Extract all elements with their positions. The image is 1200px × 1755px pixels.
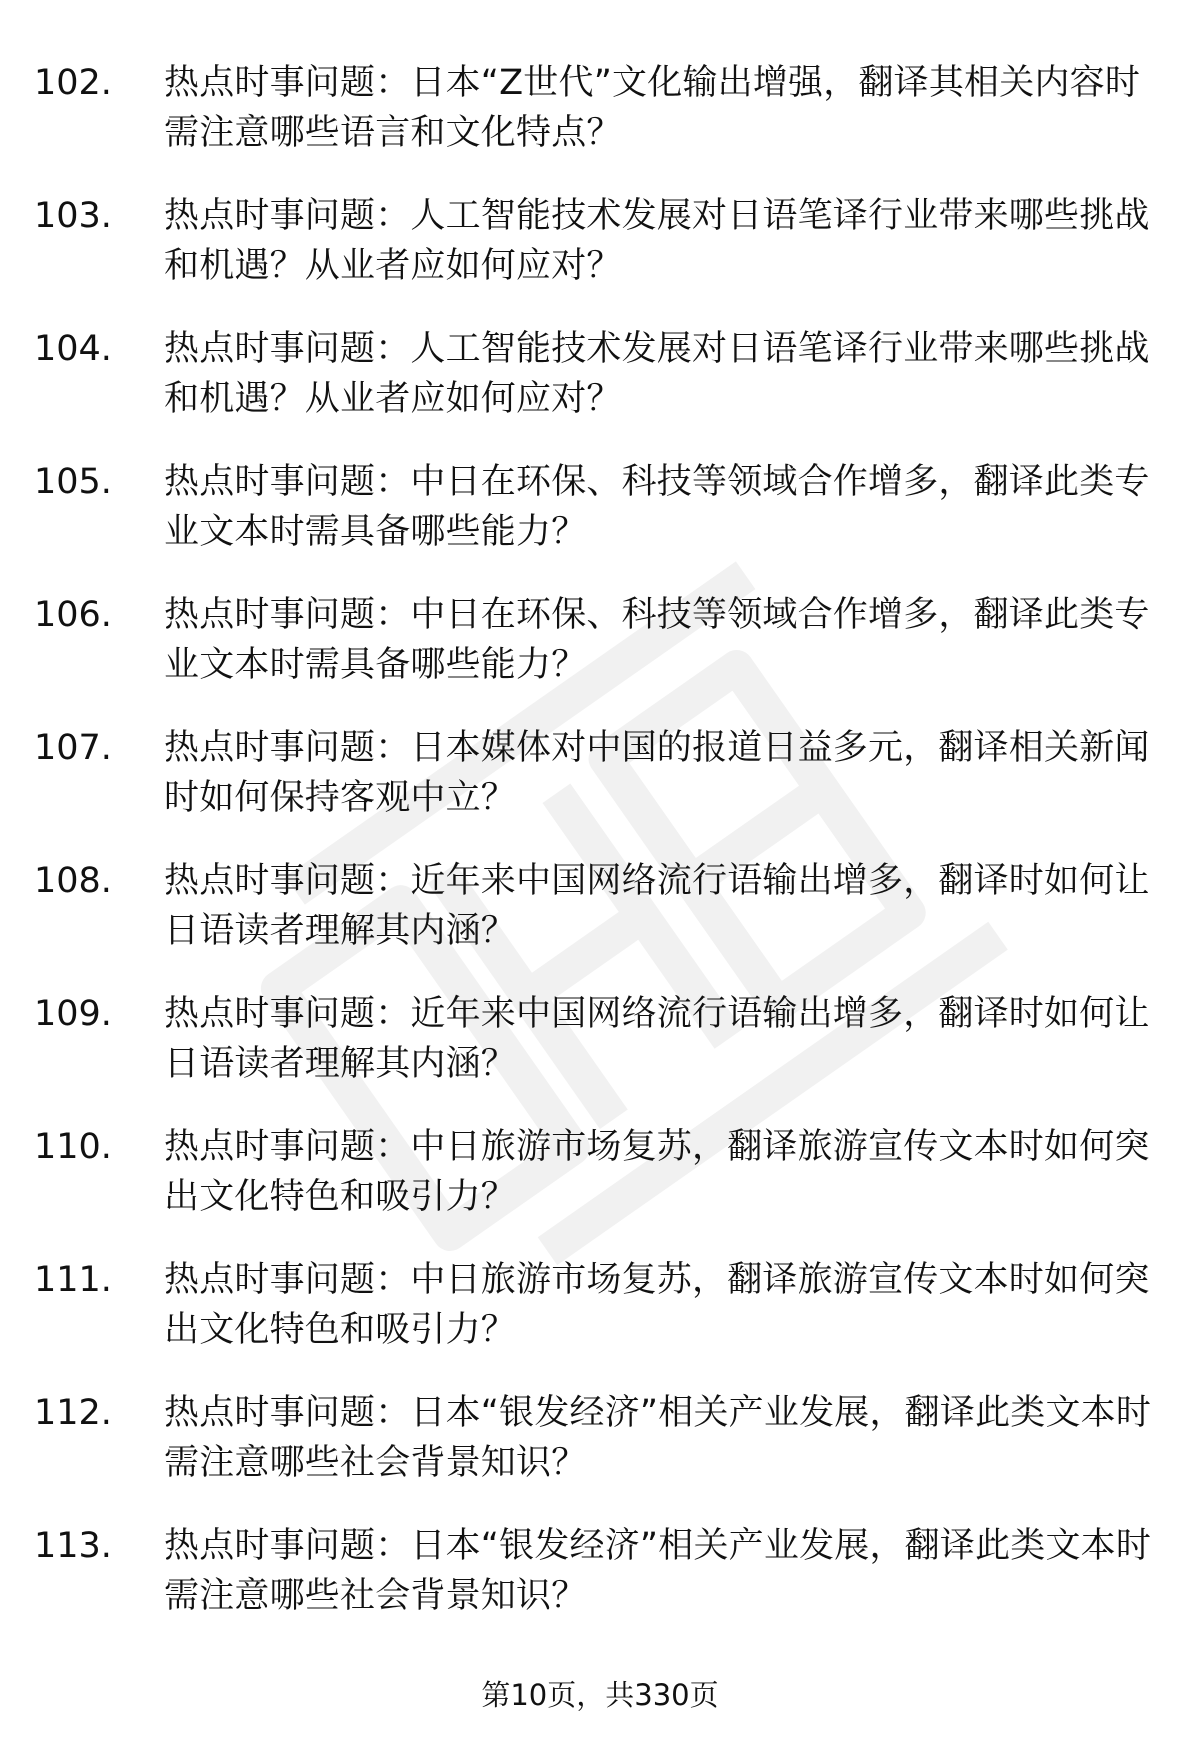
question-text: 热点时事问题：日本“银发经济”相关产业发展，翻译此类文本时需注意哪些社会背景知识？: [164, 1526, 1152, 1616]
question-number: 113.: [34, 1526, 112, 1566]
question-number: 102.: [34, 63, 112, 103]
question-number: 111.: [34, 1260, 112, 1300]
list-item: [34, 191, 1154, 324]
question-number: 108.: [34, 861, 112, 901]
list-item: [34, 324, 1154, 457]
question-text: 热点时事问题：近年来中国网络流行语输出增多，翻译时如何让日语读者理解其内涵？: [164, 861, 1150, 951]
question-text: 热点时事问题：中日旅游市场复苏，翻译旅游宣传文本时如何突出文化特色和吸引力？: [164, 1260, 1150, 1350]
question-number: 105.: [34, 462, 112, 502]
question-text: 热点时事问题：人工智能技术发展对日语笔译行业带来哪些挑战和机遇？从业者应如何应对？: [164, 196, 1150, 286]
question-list: [34, 58, 1154, 1654]
question-number: 109.: [34, 994, 112, 1034]
question-number: 107.: [34, 728, 112, 768]
list-item: [34, 856, 1154, 989]
question-number: 110.: [34, 1127, 112, 1167]
question-text: 热点时事问题：中日在环保、科技等领域合作增多，翻译此类专业文本时需具备哪些能力？: [164, 595, 1150, 685]
list-item: [34, 1521, 1154, 1654]
list-item: [34, 457, 1154, 590]
question-text: 热点时事问题：中日旅游市场复苏，翻译旅游宣传文本时如何突出文化特色和吸引力？: [164, 1127, 1150, 1217]
question-text: 热点时事问题：日本“银发经济”相关产业发展，翻译此类文本时需注意哪些社会背景知识？: [164, 1393, 1152, 1483]
question-number: 103.: [34, 196, 112, 236]
list-item: [34, 1122, 1154, 1255]
question-text: 热点时事问题：中日在环保、科技等领域合作增多，翻译此类专业文本时需具备哪些能力？: [164, 462, 1150, 552]
list-item: [34, 58, 1154, 191]
question-text: 热点时事问题：日本“Z世代”文化输出增强，翻译其相关内容时需注意哪些语言和文化特点？: [164, 63, 1141, 153]
question-number: 104.: [34, 329, 112, 369]
question-number: 106.: [34, 595, 112, 635]
list-item: [34, 1388, 1154, 1521]
question-text: 热点时事问题：人工智能技术发展对日语笔译行业带来哪些挑战和机遇？从业者应如何应对？: [164, 329, 1150, 419]
question-text: 热点时事问题：近年来中国网络流行语输出增多，翻译时如何让日语读者理解其内涵？: [164, 994, 1150, 1084]
question-number: 112.: [34, 1393, 112, 1433]
list-item: [34, 989, 1154, 1122]
list-item: [34, 723, 1154, 856]
list-item: [34, 1255, 1154, 1388]
question-text: 热点时事问题：日本媒体对中国的报道日益多元，翻译相关新闻时如何保持客观中立？: [164, 728, 1150, 818]
page-number-footer: 第10页，共330页: [481, 1678, 719, 1712]
list-item: [34, 590, 1154, 723]
